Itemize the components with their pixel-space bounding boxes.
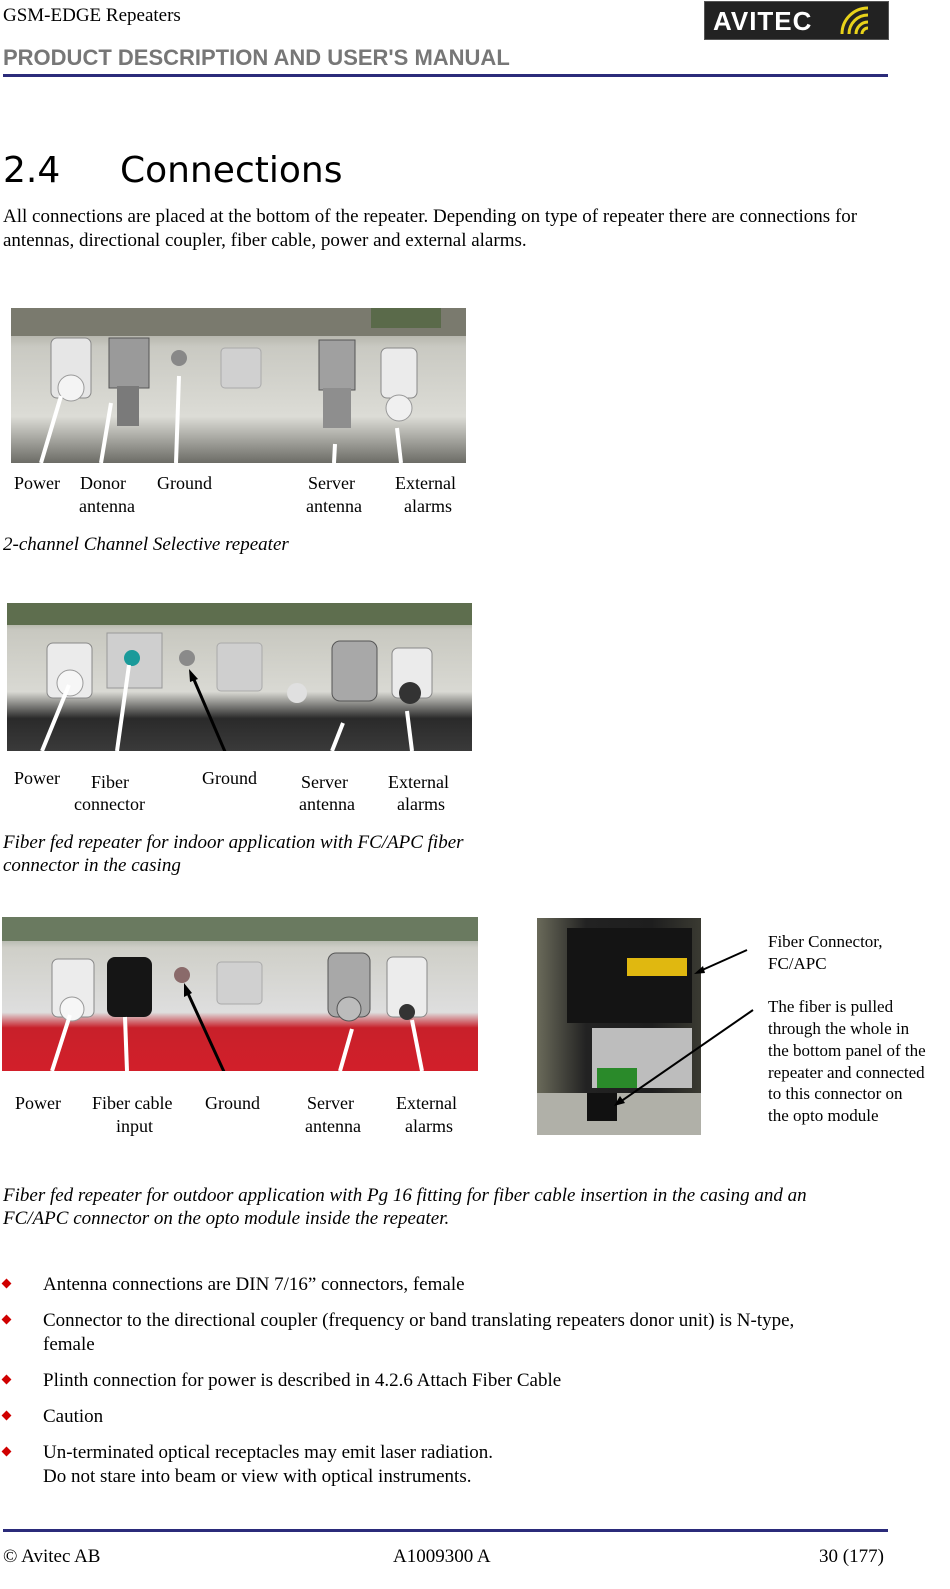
fig1-label-server-line2: antenna	[306, 496, 362, 516]
footer-document-number: A1009300 A	[393, 1546, 491, 1567]
fig2-label-fiber-line2: connector	[74, 794, 145, 814]
fig3-note-fiber-line5: to this connector on	[768, 1084, 903, 1103]
bullet-text: Plinth connection for power is described in 4.2.6 Attach Fiber Cable	[43, 1370, 562, 1391]
fig3-label-server-line1: Server	[307, 1093, 354, 1113]
bullet-item	[3, 1369, 883, 1393]
figure3-connectors	[2, 917, 478, 1071]
figure3-pointer-arrows	[600, 940, 760, 1115]
fig3-note-fiber-line4: repeater and connected	[768, 1063, 925, 1082]
section-title: Connections	[120, 150, 343, 191]
bullet-text: Antenna connections are DIN 7/16” connectors, female	[43, 1274, 465, 1295]
avitec-logo	[704, 1, 889, 40]
logo-arcs-icon	[838, 5, 882, 35]
fig1-label-ground: Ground	[157, 473, 212, 493]
bullet-text: Un-terminated optical receptacles may emit laser radiation.	[43, 1442, 493, 1463]
fig3-label-ground: Ground	[205, 1093, 260, 1113]
header-rule	[3, 74, 888, 77]
bullet-item	[3, 1309, 883, 1357]
fig2-label-ground: Ground	[202, 768, 257, 788]
footer-copyright: © Avitec AB	[3, 1546, 101, 1567]
fig3-note-fiber-line2: through the whole in	[768, 1019, 910, 1038]
figure2-photo	[7, 603, 472, 751]
fig3-label-fibercable-line2: input	[116, 1116, 154, 1136]
fig3-note-fiber-line3: the bottom panel of the	[768, 1041, 926, 1060]
bullet-text-continued: female	[43, 1334, 95, 1355]
fig3-note-fiber-line6: the opto module	[768, 1106, 879, 1125]
figure2-connectors	[7, 603, 472, 751]
fig3-label-fibercable-line1: Fiber cable	[92, 1093, 173, 1113]
bullet-item	[3, 1273, 883, 1297]
figure2-caption-line2: connector in the casing	[3, 855, 181, 876]
footer-page-number: 30 (177)	[819, 1546, 884, 1567]
fig3-note-connector-line2: FC/APC	[768, 954, 827, 973]
bullet-text: Caution	[43, 1406, 104, 1427]
fig3-note-connector-line1: Fiber Connector,	[768, 932, 883, 951]
figure3-caption-line2: FC/APC connector on the opto module inside the repeater.	[3, 1208, 450, 1229]
bullet-diamond-icon	[2, 1315, 12, 1325]
bullet-item	[3, 1405, 883, 1429]
fig1-label-power: Power	[14, 473, 60, 493]
figure3-photo	[2, 917, 478, 1071]
fig1-label-donor-line1: Donor	[80, 473, 126, 493]
fig2-label-ext-line2: alarms	[397, 794, 445, 814]
bullet-text: Connector to the directional coupler (frequency or band translating repeaters donor unit) is N-type,	[43, 1310, 795, 1331]
bullet-diamond-icon	[2, 1411, 12, 1421]
intro-paragraph: All connections are placed at the bottom of the repeater. Depending on type of repeater there are connections for antennas, directional coupler, fiber cable, power and external alarms.	[3, 206, 858, 251]
fig1-label-donor-line2: antenna	[79, 496, 135, 516]
fig2-label-power: Power	[14, 768, 60, 788]
fig1-label-ext-line2: alarms	[404, 496, 452, 516]
fig1-label-ext-line1: External	[395, 473, 456, 493]
bullet-diamond-icon	[2, 1447, 12, 1457]
fig2-label-server-line1: Server	[301, 772, 348, 792]
document-product-name: GSM-EDGE Repeaters	[3, 5, 181, 26]
bullet-diamond-icon	[2, 1375, 12, 1385]
bullet-text-continued: Do not stare into beam or view with optical instruments.	[43, 1466, 472, 1487]
figure3-caption-line1: Fiber fed repeater for outdoor application with Pg 16 fitting for fiber cable insertion in the casing and an	[3, 1185, 807, 1206]
fig3-note-fiber-line1: The fiber is pulled	[768, 997, 894, 1016]
bullet-item	[3, 1441, 883, 1489]
section-number: 2.4	[3, 150, 61, 191]
fig2-label-ext-line1: External	[388, 772, 449, 792]
section-heading	[3, 150, 342, 191]
figure1-photo	[11, 308, 466, 463]
figure1-connectors	[11, 308, 466, 463]
fig3-label-power: Power	[15, 1093, 61, 1113]
footer-rule	[3, 1529, 888, 1532]
document-manual-title: PRODUCT DESCRIPTION AND USER'S MANUAL	[3, 45, 510, 70]
figure1-caption: 2-channel Channel Selective repeater	[3, 534, 289, 555]
fig2-label-fiber-line1: Fiber	[91, 772, 129, 792]
fig1-label-server-line1: Server	[308, 473, 355, 493]
logo-wordmark: AVITEC	[713, 6, 813, 36]
fig3-label-ext-line1: External	[396, 1093, 457, 1113]
fig3-label-server-line2: antenna	[305, 1116, 361, 1136]
bullet-diamond-icon	[2, 1279, 12, 1289]
figure2-caption-line1: Fiber fed repeater for indoor application with FC/APC fiber	[3, 832, 464, 853]
fig2-label-server-line2: antenna	[299, 794, 355, 814]
fig3-label-ext-line2: alarms	[405, 1116, 453, 1136]
